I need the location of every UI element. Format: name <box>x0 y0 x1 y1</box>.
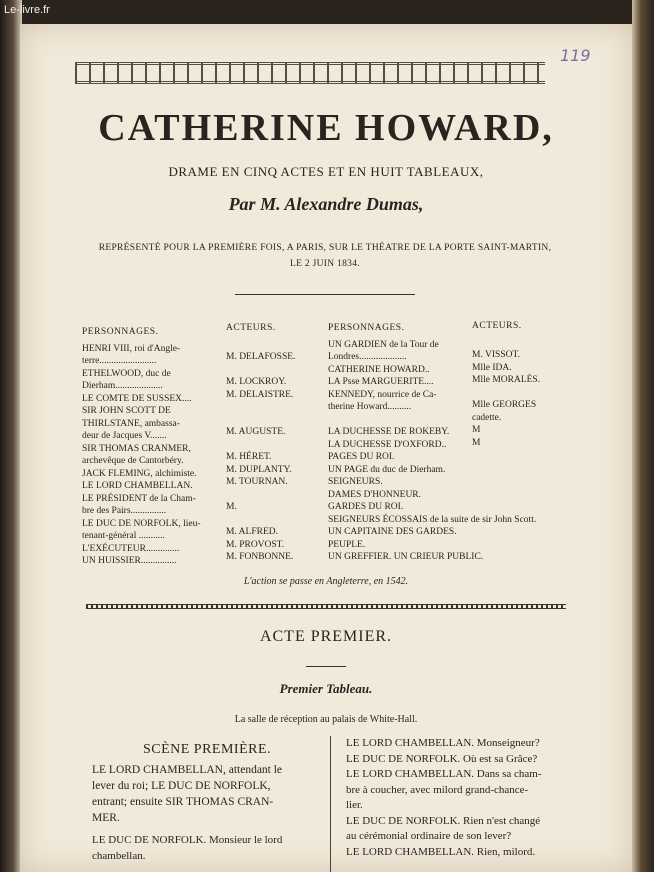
cast-actor <box>472 487 572 500</box>
play-subtitle: DRAME EN CINQ ACTES ET EN HUIT TABLEAUX, <box>168 164 484 179</box>
page-number: 119 <box>560 46 591 65</box>
dialogue-line: lier. <box>346 799 363 811</box>
cast-role: therine Howard.......... <box>328 402 412 412</box>
cast-role: deur de Jacques V....... <box>82 431 167 441</box>
cast-actor <box>226 339 321 352</box>
cast-actor: Mlle IDA. <box>472 362 512 373</box>
cast-actor <box>226 364 321 377</box>
premiere-text: REPRÉSENTÉ POUR LA PREMIÈRE FOIS, A PARIS, SUR LE THÉATRE DE LA PORTE SAINT-MARTIN, <box>98 243 552 253</box>
cast-actor: M <box>472 425 481 435</box>
cast-role: DAMES D'HONNEUR. <box>328 489 422 500</box>
play-title: CATHERINE HOWARD, <box>98 107 554 149</box>
cast-actor <box>472 387 572 400</box>
tableau-heading: Premier Tableau. <box>279 681 373 696</box>
cast-role: tenant-général ........... <box>82 531 165 541</box>
dialogue-line: LE LORD CHAMBELLAN. Rien, milord. <box>346 845 536 858</box>
act-rule <box>306 666 346 667</box>
cast-actor: Mlle MORALÈS. <box>472 375 541 385</box>
cast-actor <box>472 499 572 512</box>
cast-actor: M. VISSOT. <box>472 350 520 360</box>
cast-actor: cadette. <box>472 412 502 423</box>
cast-role: UN HUISSIER............... <box>82 556 177 566</box>
divider-rule <box>235 294 415 295</box>
act-heading: ACTE PREMIER. <box>259 628 393 645</box>
cast-role: THIRLSTANE, ambassa- <box>82 418 180 429</box>
column-divider <box>330 736 331 872</box>
dialogue-line: au cérémonial ordinaire de son lever? <box>346 830 512 842</box>
scene-right-column <box>346 736 568 860</box>
cast-role: archevêque de Cantorbéry. <box>82 456 184 466</box>
cast-actor <box>472 474 572 487</box>
cast-role: KENNEDY, nourrice de Ca- <box>328 389 437 400</box>
dialogue-line: LE DUC DE NORFOLK. Rien n'est changé <box>346 814 541 827</box>
cast-actor: M. <box>226 502 237 512</box>
stage-direction: MER. <box>92 812 120 824</box>
cast-actor: M. ALFRED. <box>226 527 278 537</box>
cast-role: LE COMTE DE SUSSEX.... <box>82 393 192 404</box>
cast-role: bre des Pairs............... <box>82 506 167 516</box>
cast-role: LA DUCHESSE D'OXFORD.. <box>328 439 447 450</box>
cast-header-left-role: PERSONNAGES. <box>82 327 159 337</box>
act-separator <box>86 604 566 609</box>
dialogue-line: LE LORD CHAMBELLAN. Monseigneur? <box>346 737 540 749</box>
cast-role: terre........................ <box>82 356 157 366</box>
cast-role: PEUPLE. <box>328 539 366 550</box>
scene-setting: La salle de réception au palais de White-Hall. <box>234 714 418 725</box>
cast-role: UN GREFFIER. UN CRIEUR PUBLIC. <box>328 552 484 562</box>
dialogue-line: LE DUC DE NORFOLK. Monsieur le lord <box>92 834 283 846</box>
setting-note: L'action se passe en Angleterre, en 1542. <box>243 576 409 587</box>
header-ornament <box>75 62 545 84</box>
cast-role: UN CAPITAINE DES GARDES. <box>328 527 457 537</box>
stage-direction: LE LORD CHAMBELLAN, attendant le <box>92 764 283 776</box>
cast-actor: M. AUGUSTE. <box>226 427 286 437</box>
cast-role: LE PRÉSIDENT de la Cham- <box>82 493 196 504</box>
cast-role: GARDES DU ROI. <box>328 502 404 512</box>
book-page <box>20 24 632 872</box>
cast-role: L'EXÉCUTEUR.............. <box>82 543 180 554</box>
stage-direction: entrant; ensuite SIR THOMAS CRAN- <box>92 796 274 808</box>
cast-header-right-role: PERSONNAGES. <box>328 323 405 333</box>
author-line: Par M. Alexandre Dumas, <box>228 194 424 214</box>
cast-role: UN PAGE du duc de Dierham. <box>328 464 446 475</box>
page-edge <box>632 0 654 872</box>
cast-role: LA Psse MARGUERITE.... <box>328 377 434 387</box>
cast-role: SEIGNEURS. <box>328 477 383 487</box>
cast-actor: M. HÉRET. <box>226 452 272 462</box>
cast-actor <box>472 537 572 550</box>
scene-left-column <box>92 742 322 864</box>
cast-role: LA DUCHESSE DE ROKEBY. <box>328 427 450 437</box>
cast-role: PAGES DU ROI. <box>328 452 395 462</box>
book-binding <box>0 0 22 872</box>
cast-actor <box>226 401 321 414</box>
cast-actor <box>472 337 572 350</box>
cast-actor: Mlle GEORGES <box>472 400 537 410</box>
dialogue-line: chambellan. <box>92 850 146 862</box>
cast-role: SIR THOMAS CRANMER, <box>82 443 191 454</box>
cast-actor: M. LOCKROY. <box>226 377 287 387</box>
cast-left-roles <box>82 326 242 568</box>
cast-role: LE DUC DE NORFOLK, lieu- <box>82 518 201 529</box>
cast-actor <box>226 514 321 527</box>
cast-actor: M. DELAFOSSE. <box>226 352 296 362</box>
dialogue-line: LE LORD CHAMBELLAN. Dans sa cham- <box>346 768 542 780</box>
cast-actor: M. DUPLANTY. <box>226 464 292 475</box>
cast-right-actors <box>472 320 572 562</box>
cast-header-right-actor: ACTEURS. <box>472 321 522 331</box>
cast-actor <box>226 439 321 452</box>
cast-role: CATHERINE HOWARD.. <box>328 364 430 375</box>
cast-role: ETHELWOOD, duc de <box>82 368 171 379</box>
cast-role: SEIGNEURS ÉCOSSAIS de la suite de sir John Scott. <box>328 514 537 525</box>
cast-actor <box>472 462 572 475</box>
cast-role: LE LORD CHAMBELLAN. <box>82 481 193 491</box>
cast-actor <box>226 414 321 427</box>
cast-actor: M. DELAISTRE. <box>226 389 294 400</box>
premiere-line <box>60 240 590 272</box>
cast-actor <box>472 524 572 537</box>
dialogue-line: LE DUC DE NORFOLK. Où est sa Grâce? <box>346 752 538 765</box>
cast-actor <box>472 549 572 562</box>
cast-actor <box>226 489 321 502</box>
dialogue-line: bre à coucher, avec milord grand-chance- <box>346 783 529 796</box>
premiere-date: LE 2 JUIN 1834. <box>290 259 360 269</box>
cast-actor <box>472 512 572 525</box>
cast-role: HENRI VIII, roi d'Angle- <box>82 343 181 354</box>
cast-role: Dierham.................... <box>82 381 163 391</box>
cast-actor: M <box>472 437 481 448</box>
cast-actor: M. FONBONNE. <box>226 552 294 562</box>
stage-direction: lever du roi; LE DUC DE NORFOLK, <box>92 780 271 792</box>
scene-title: SCÈNE PREMIÈRE. <box>142 742 272 757</box>
cast-role: Londres.................... <box>328 352 407 362</box>
watermark: Le-livre.fr <box>4 4 50 16</box>
cast-actor <box>472 449 572 462</box>
cast-role: JACK FLEMING, alchimiste. <box>82 468 197 479</box>
cast-role: UN GARDIEN de la Tour de <box>328 339 439 350</box>
cast-header-left-actor: ACTEURS. <box>226 323 276 333</box>
cast-actor: M. TOURNAN. <box>226 477 288 487</box>
cast-actor: M. PROVOST. <box>226 539 285 550</box>
cast-left-actors <box>226 322 321 564</box>
cast-role: SIR JOHN SCOTT DE <box>82 406 171 416</box>
